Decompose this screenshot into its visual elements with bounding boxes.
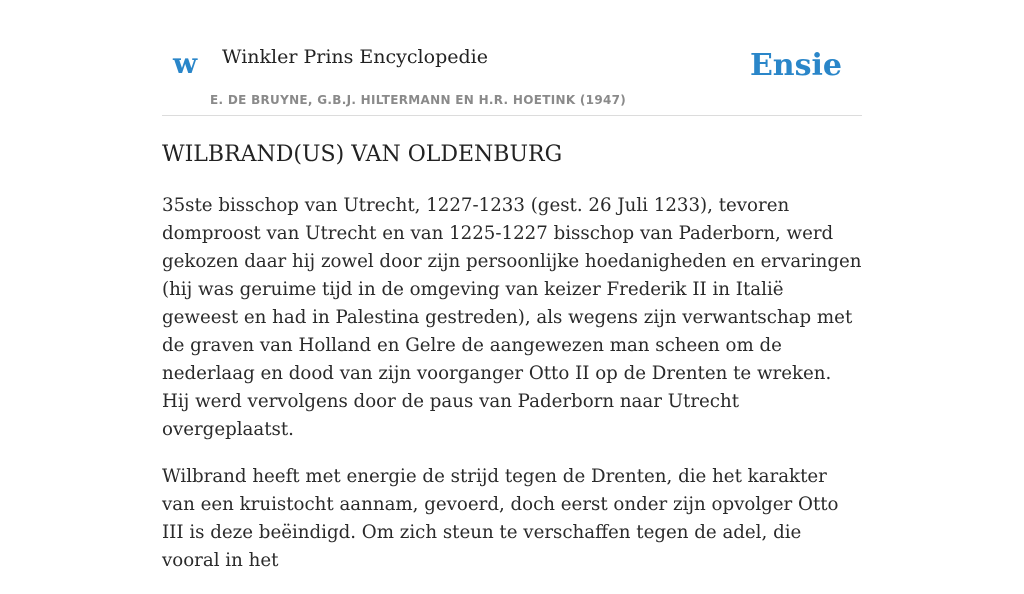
source-authors: E. DE BRUYNE, G.B.J. HILTERMANN EN H.R. HOETINK (1947) [210,93,627,107]
ensie-logo[interactable]: Ensie [749,48,842,83]
source-header [162,0,862,116]
article-body [162,192,862,594]
article-title: WILBRAND(US) VAN OLDENBURG [162,142,563,167]
article-paragraph: Wilbrand heeft met energie de strijd tegen de Drenten, die het karakter van een kruistocht aannam, gevoerd, doch eerst onder zijn opvolger Otto III is deze beëindigd. Om zich steun te verschaffen tegen de adel, die vooral in het [162,466,839,571]
source-title[interactable]: Winkler Prins Encyclopedie [222,46,488,68]
article-page [162,0,862,571]
article-paragraph: 35ste bisschop van Utrecht, 1227-1233 (gest. 26 Juli 1233), tevoren domproost van Utrecht en van 1225-1227 bisschop van Paderborn, werd gekozen daar hij zowel door zijn persoonlijke hoedanigheden en ervaringen (hij was geruime tijd in de omgeving van keizer Frederik II in Italië geweest en had in Palestina gestreden), als wegens zijn verwantschap met de graven van Holland en Gelre de aangewezen man scheen om de nederlaag en dood van zijn voorganger Otto II op de Drenten te wreken. Hij werd vervolgens door de paus van Paderborn naar Utrecht overgeplaatst. [162,195,862,440]
winkler-prins-logo[interactable]: w [173,47,198,80]
